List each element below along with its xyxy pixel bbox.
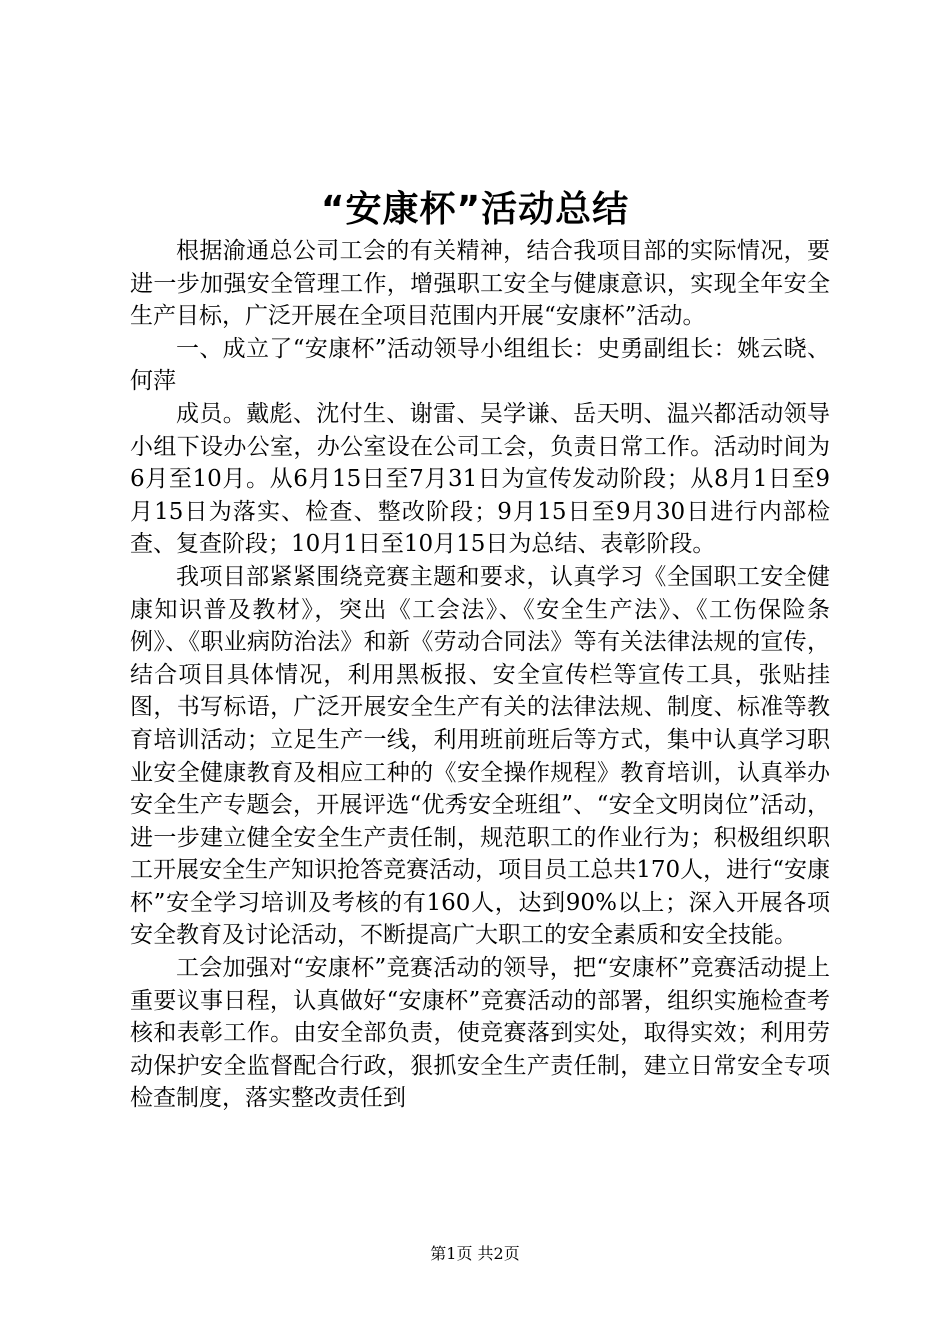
paragraph-training: 我项目部紧紧围绕竞赛主题和要求，认真学习《全国职工安全健康知识普及教材》，突出《工会法》、《安全生产法》、《工伤保险条例》、《职业病防治法》和新《劳动合同法》等有关法律法规的宣传，结合项目具体情况，利用黑板报、安全宣传栏等宣传工具，张贴挂图，书写标语，广泛开展安全生产有关的法律法规、制度、标准等教育培训活动；立足生产一线，利用班前班后等方式，集中认真学习职业安全健康教育及相应工种的《安全操作规程》教育培训，认真举办安全生产专题会，开展评选“优秀安全班组”、“安全文明岗位”活动，进一步建立健全安全生产责任制，规范职工的作业行为；积极组织职工开展安全生产知识抢答竞赛活动，项目员工总共170人，进行“安康杯”安全学习培训及考核的有160人，达到90%以上；深入开展各项安全教育及讨论活动，不断提高广大职工的安全素质和安全技能。: [130, 563, 830, 949]
document-title: “安康杯”活动总结: [320, 189, 630, 230]
paragraph-union-leadership: 工会加强对“安康杯”竞赛活动的领导，把“安康杯”竞赛活动提上重要议事日程，认真做好“安康杯”竞赛活动的部署，组织实施检查考核和表彰工作。由安全部负责，使竞赛落到实处，取得实效；利用劳动保护安全监督配合行政，狠抓安全生产责任制，建立日常安全专项检查制度，落实整改责任到: [130, 955, 830, 1112]
paragraph-intro: 根据渝通总公司工会的有关精神，结合我项目部的实际情况，要进一步加强安全管理工作，增强职工安全与健康意识，实现全年安全生产目标，广泛开展在全项目范围内开展“安康杯”活动。: [130, 238, 830, 330]
paragraph-leadership-group: 一、成立了“安康杯”活动领导小组组长：史勇副组长：姚云晓、何萍: [130, 335, 830, 395]
document-body: [130, 235, 830, 1115]
paragraph-members-schedule: 成员。戴彪、沈付生、谢雷、吴学谦、岳天明、温兴都活动领导小组下设办公室，办公室设在公司工会，负责日常工作。活动时间为6月至10月。从6月15日至7月31日为宣传发动阶段；从8月1日至9月15日为落实、检查、整改阶段；9月15日至9月30日进行内部检查、复查阶段；10月1日至10月15日为总结、表彰阶段。: [130, 400, 830, 558]
page-footer: 第1页 共2页: [430, 1244, 520, 1263]
